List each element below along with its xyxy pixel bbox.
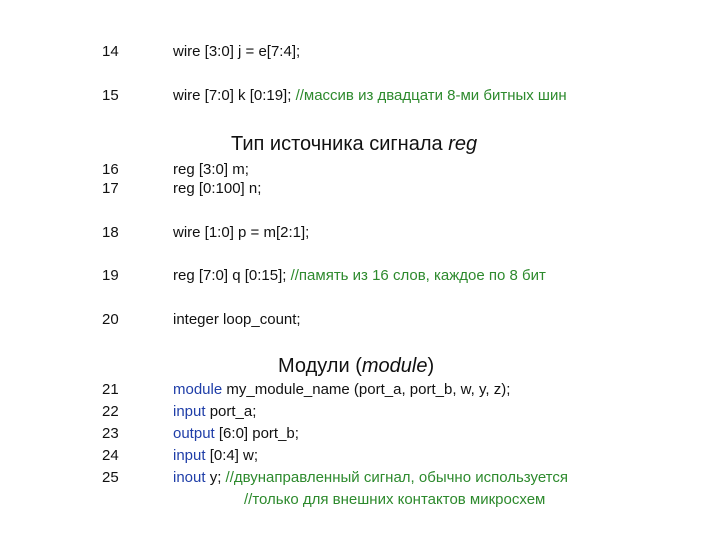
code-comment: //массив из двадцати 8-ми битных шин [295, 87, 567, 104]
code-keyword: input [173, 403, 206, 420]
code-text: reg [0:100] n; [173, 180, 262, 197]
line-number-21: 21 [102, 381, 119, 398]
code-keyword: inout [173, 469, 206, 486]
line-number-17: 17 [102, 180, 119, 197]
code-line-20 [173, 310, 301, 330]
line-number-22: 22 [102, 403, 119, 420]
line-number-25: 25 [102, 469, 119, 486]
code-comment: //двунаправленный сигнал, обычно используется [225, 469, 568, 486]
code-text: y; [205, 469, 226, 486]
line-number-20: 20 [102, 311, 119, 328]
code-line-24 [173, 446, 258, 466]
line-number-23: 23 [102, 425, 119, 442]
code-text: [6:0] port_b; [214, 425, 299, 442]
code-line-18 [173, 223, 309, 243]
code-line-25-continuation [244, 490, 545, 510]
code-line-25 [173, 468, 568, 488]
code-comment: //память из 16 слов, каждое по 8 бит [290, 267, 546, 284]
line-number-19: 19 [102, 267, 119, 284]
heading-text-suffix: ) [427, 355, 435, 377]
code-line-16 [173, 160, 249, 180]
code-keyword: input [173, 447, 206, 464]
line-number-15: 15 [102, 87, 119, 104]
code-text: integer loop_count; [173, 311, 301, 328]
code-line-22 [173, 402, 256, 422]
code-text: port_a; [205, 403, 257, 420]
code-line-14 [173, 42, 300, 62]
heading-text: Модули ( [278, 355, 362, 377]
code-text: [0:4] w; [205, 447, 259, 464]
line-number-16: 16 [102, 161, 119, 178]
code-line-23 [173, 424, 299, 444]
line-number-14: 14 [102, 43, 119, 60]
code-text: reg [7:0] q [0:15]; [173, 267, 291, 284]
heading-text: Тип источника сигнала [231, 133, 449, 155]
code-line-15 [173, 86, 567, 106]
code-line-21 [173, 380, 510, 400]
line-number-18: 18 [102, 224, 119, 241]
heading-keyword: module [361, 355, 428, 377]
code-keyword: module [173, 381, 223, 398]
heading-keyword: reg [448, 133, 478, 155]
section-heading-module [278, 354, 434, 378]
code-text: wire [7:0] k [0:19]; [173, 87, 296, 104]
code-comment: //только для внешних контактов микросхем [244, 491, 546, 508]
section-heading-reg [231, 132, 477, 156]
code-text: wire [1:0] p = m[2:1]; [173, 224, 310, 241]
code-text: my_module_name (port_a, port_b, w, y, z); [222, 381, 511, 398]
code-text: wire [3:0] j = e[7:4]; [173, 43, 301, 60]
line-number-24: 24 [102, 447, 119, 464]
code-line-17 [173, 179, 261, 199]
code-text: reg [3:0] m; [173, 161, 249, 178]
code-keyword: output [173, 425, 215, 442]
code-line-19 [173, 266, 546, 286]
